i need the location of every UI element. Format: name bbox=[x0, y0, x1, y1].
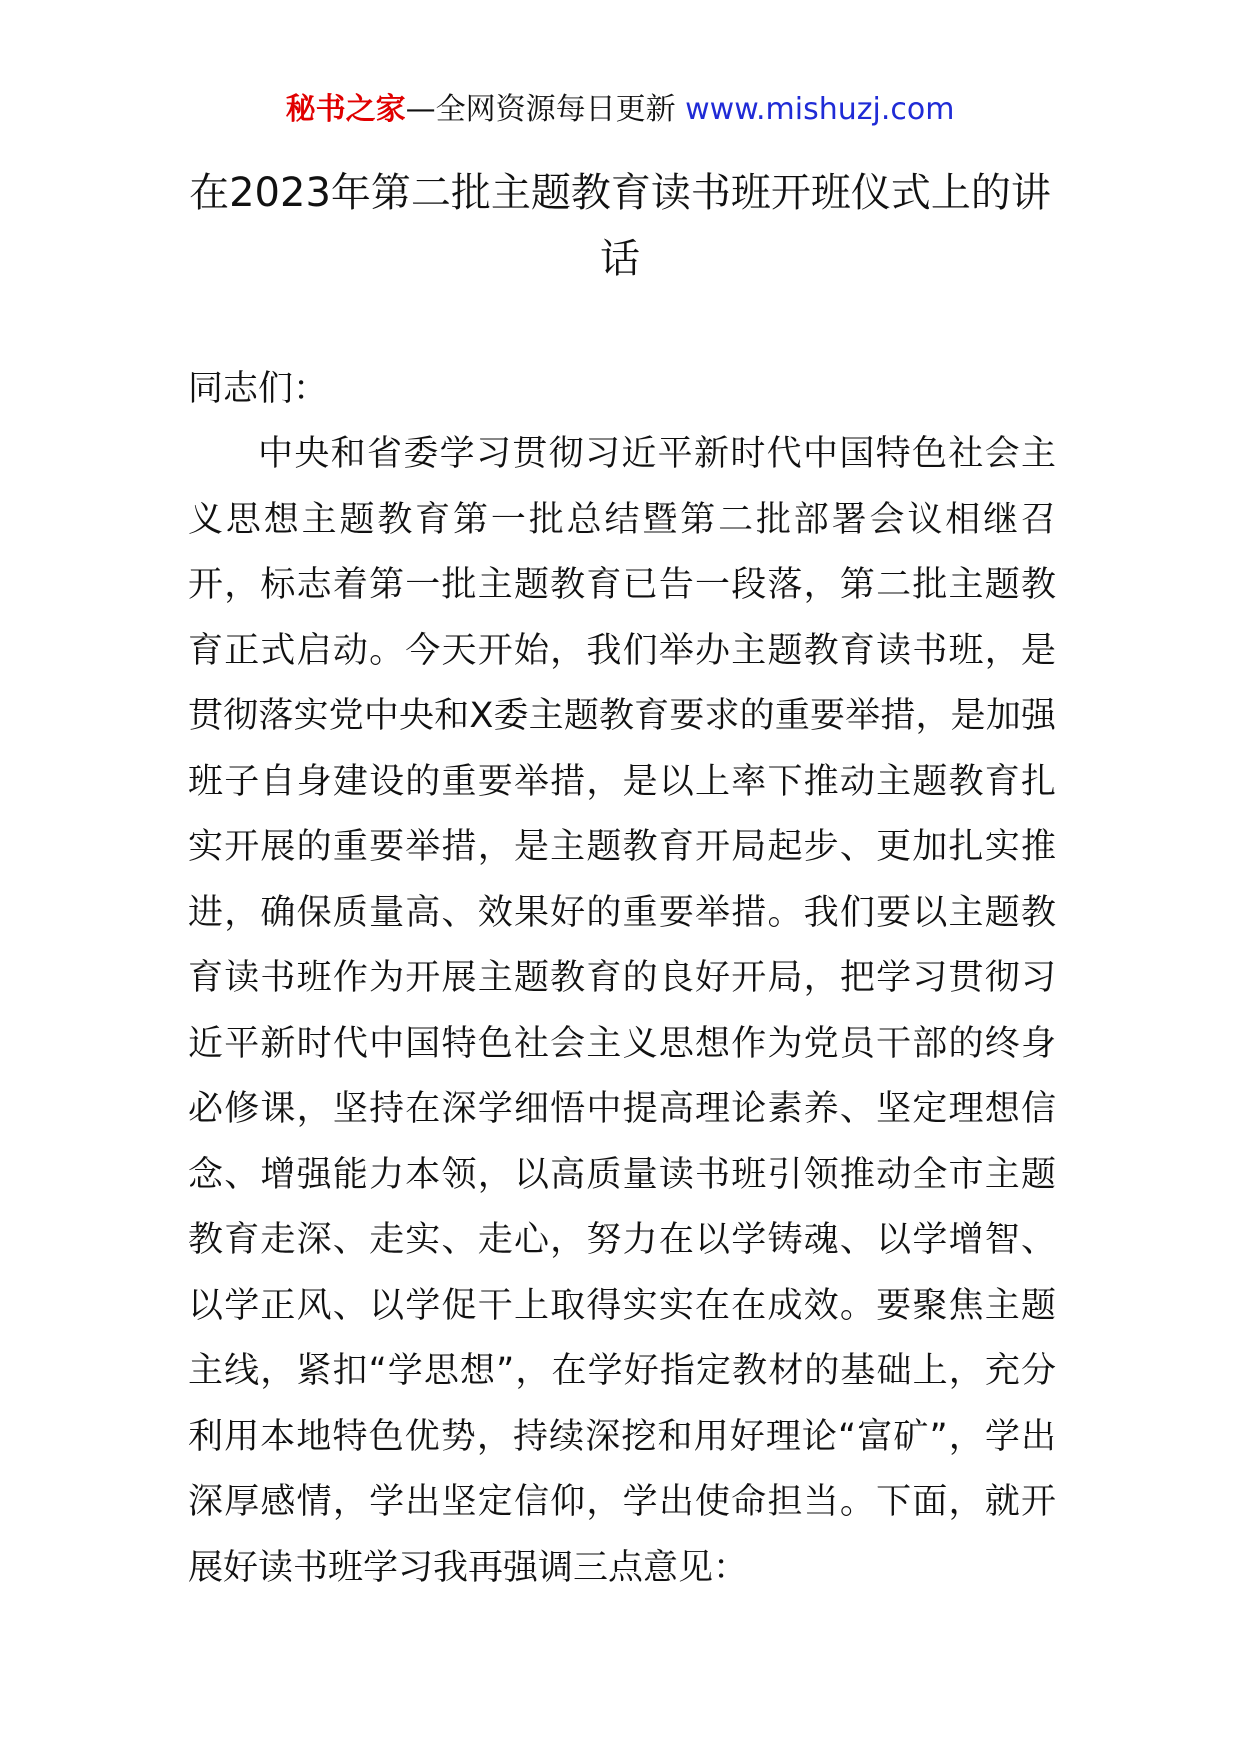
body-paragraph: 中央和省委学习贯彻习近平新时代中国特色社会主义思想主题教育第一批总结暨第二批部署会议相继召开，标志着第一批主题教育已告一段落，第二批主题教育正式启动。今天开始，我们举办主题教育读书班，是贯彻落实党中央和X委主题教育要求的重要举措，是加强班子自身建设的重要举措，是以上率下推动主题教育扎实开展的重要举措，是主题教育开局起步、更加扎实推进，确保质量高、效果好的重要举措。我们要以主题教育读书班作为开展主题教育的良好开局，把学习贯彻习近平新时代中国特色社会主义思想作为党员干部的终身必修课，坚持在深学细悟中提高理论素养、坚定理想信念、增强能力本领，以高质量读书班引领推动全市主题教育走深、走实、走心，努力在以学铸魂、以学增智、以学正风、以学促干上取得实实在在成效。要聚焦主题主线，紧扣“学思想”，在学好指定教材的基础上，充分利用本地特色优势，持续深挖和用好理论“富矿”，学出深厚感情，学出坚定信仰，学出使命担当。下面，就开展好读书班学习我再强调三点意见： bbox=[188, 434, 1056, 1588]
site-url-link[interactable]: www.mishuzj.com bbox=[685, 92, 955, 127]
site-tagline: —全网资源每日更新 bbox=[405, 92, 686, 127]
document-title: 在2023年第二批主题教育读书班开班仪式上的讲话 bbox=[189, 170, 1051, 282]
site-header bbox=[0, 92, 1240, 128]
site-brand-name: 秘书之家 bbox=[285, 92, 406, 127]
salutation: 同志们： bbox=[188, 369, 329, 409]
